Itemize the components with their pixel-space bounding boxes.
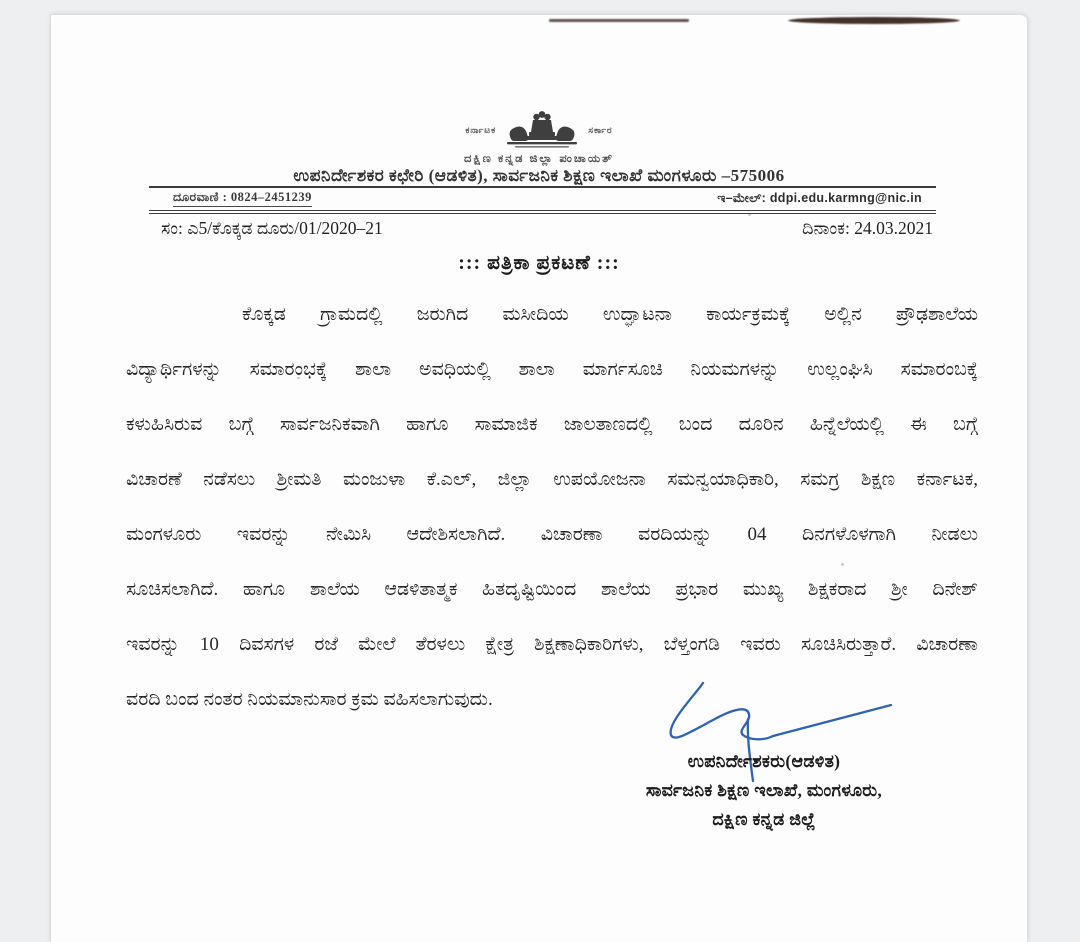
email-address: ಇ–ಮೇಲ್: ddpi.edu.karmng@nic.in xyxy=(717,191,922,205)
scan-streak-artifact xyxy=(788,17,960,24)
body-line: ಇವರನ್ನು 10 ದಿವಸಗಳ ರಜೆ ಮೇಲೆ ತೆರಳಲು ಕ್ಷೇತ್ರ ಶಿಕ್ಷಣಾಧಿಕಾರಿಗಳು, ಬೆಳ್ತಂಗಡಿ ಇವರು ಸೂಚಿಸಿರುತ್ತಾರೆ. ವಿಚಾರಣಾ xyxy=(126,634,978,655)
letterhead-emblem-row xyxy=(51,109,1027,151)
body-line: ಕಳುಹಿಸಿರುವ ಬಗ್ಗೆ ಸಾರ್ವಜನಿಕವಾಗಿ ಹಾಗೂ ಸಾಮಾಜಿಕ ಜಾಲತಾಣದಲ್ಲಿ ಬಂದ ದೂರಿನ ಹಿನ್ನೆಲೆಯಲ್ಲಿ ಈ ಬಗ್ಗೆ xyxy=(126,414,978,435)
body-line: ಮಂಗಳೂರು ಇವರನ್ನು ನೇಮಿಸಿ ಆದೇಶಿಸಲಾಗಿದೆ. ವಿಚಾರಣಾ ವರದಿಯನ್ನು 04 ದಿನಗಳೊಳಗಾಗಿ ನೀಡಲು xyxy=(126,524,978,545)
body-line: ಕೊಕ್ಕಡ ಗ್ರಾಮದಲ್ಲಿ ಜರುಗಿದ ಮಸೀದಿಯ ಉದ್ಘಾಟನಾ ಕಾರ್ಯಕ್ರಮಕ್ಕೆ ಅಲ್ಲಿನ ಪ್ರೌಢಶಾಲೆಯ xyxy=(242,304,978,325)
scanned-document-page xyxy=(50,14,1027,942)
office-address-line: ಉಪನಿರ್ದೇಶಕರ ಕಛೇರಿ (ಆಡಳಿತ), ಸಾರ್ವಜನಿಕ ಶಿಕ್ಷಣ ಇಲಾಖೆ ಮಂಗಳೂರು –575006 xyxy=(293,166,785,185)
signatory-designation: ಉಪನಿರ್ದೇಶಕರು(ಆಡಳಿತ) xyxy=(687,751,841,771)
karnataka-government-emblem-icon xyxy=(505,109,579,151)
body-line: ಸೂಚಿಸಲಾಗಿದೆ. ಹಾಗೂ ಶಾಲೆಯ ಆಡಳಿತಾತ್ಮಕ ಹಿತದೃಷ್ಟಿಯಿಂದ ಶಾಲೆಯ ಪ್ರಭಾರ ಮುಖ್ಯ ಶಿಕ್ಷಕರಾದ ಶ್ರೀ ದಿನೇಶ್ xyxy=(126,579,978,600)
body-line: ವಿದ್ಯಾರ್ಥಿಗಳನ್ನು ಸಮಾರಂಭಕ್ಕೆ ಶಾಲಾ ಅವಧಿಯಲ್ಲಿ ಶಾಲಾ ಮಾರ್ಗಸೂಚಿ ನಿಯಮಗಳನ್ನು ಉಲ್ಲಂಘಿಸಿ ಸಮಾರಂಬಕ್ಕೆ xyxy=(126,359,978,380)
phone-number: ದೂರವಾಣಿ : 0824–2451239 xyxy=(173,190,312,207)
signatory-district: ದಕ್ಷಿಣ ಕನ್ನಡ ಜಿಲ್ಲೆ xyxy=(712,809,816,829)
signatory-department: ಸಾರ್ವಜನಿಕ ಶಿಕ್ಷಣ ಇಲಾಖೆ, ಮಂಗಳೂರು, xyxy=(645,780,883,800)
scan-streak-artifact xyxy=(549,19,689,22)
district-panchayat-line: ದಕ್ಷಿಣ ಕನ್ನಡ ಜಿಲ್ಲಾ ಪಂಚಾಯತ್ xyxy=(464,153,614,165)
contact-strip xyxy=(149,186,936,214)
reference-number: ಸಂ: ಎ5/ಕೊಕ್ಕಡ ದೂರು/01/2020–21 xyxy=(161,218,383,238)
press-release-title: ::: ಪತ್ರಿಕಾ ಪ್ರಕಟಣೆ ::: xyxy=(458,252,620,274)
emblem-left-text: ಕರ್ನಾಟಕ xyxy=(465,124,497,135)
letter-date: ದಿನಾಂಕ: 24.03.2021 xyxy=(802,218,933,238)
reference-date-row xyxy=(161,218,933,239)
signatory-block xyxy=(591,747,937,834)
body-line: ವಿಚಾರಣೆ ನಡೆಸಲು ಶ್ರೀಮತಿ ಮಂಜುಳಾ ಕೆ.ಎಲ್, ಜಿಲ್ಲಾ ಉಪಯೋಜನಾ ಸಮನ್ವಯಾಧಿಕಾರಿ, ಸಮಗ್ರ ಶಿಕ್ಷಣ ಕರ್ನಾಟಕ, xyxy=(126,469,978,490)
emblem-right-text: ಸರ್ಕಾರ xyxy=(588,124,613,135)
body-line: ವರದಿ ಬಂದ ನಂತರ ನಿಯಮಾನುಸಾರ ಕ್ರಮ ವಹಿಸಲಾಗುವುದು. xyxy=(126,689,493,710)
